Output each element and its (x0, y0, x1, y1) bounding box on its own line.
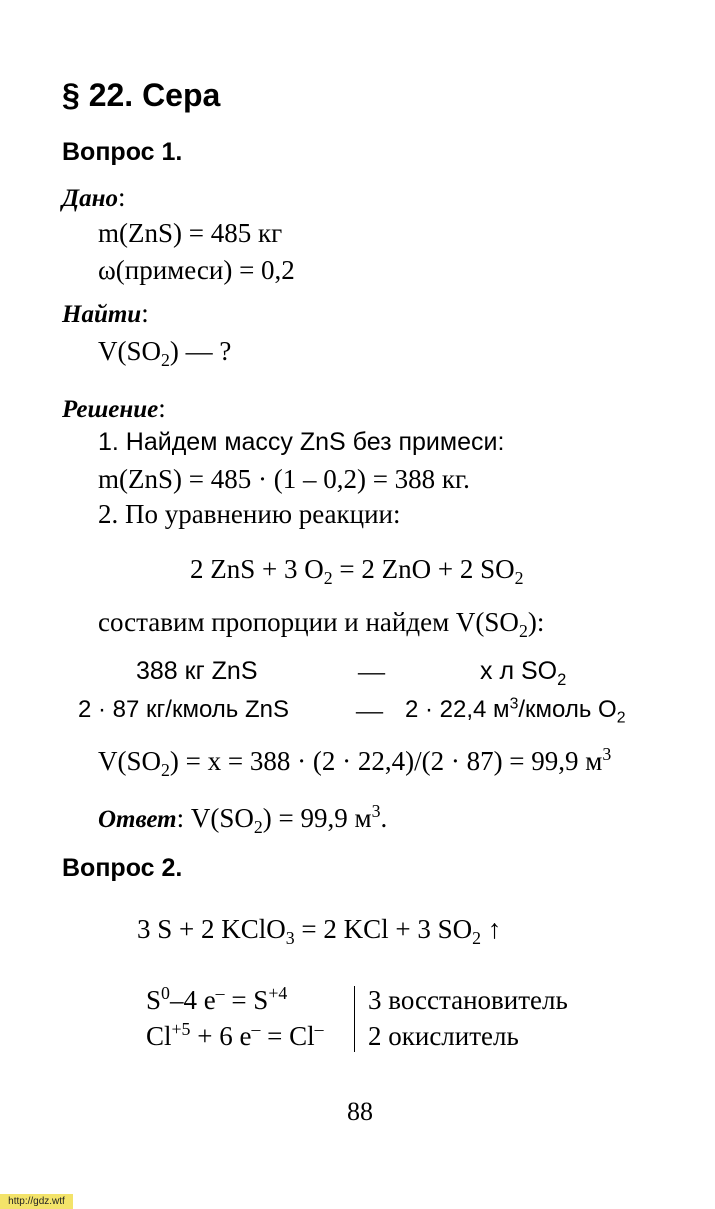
redox-sulfur-role: 3 восстановитель (368, 985, 568, 1015)
proportion-row-1-left: 388 кг ZnS (136, 657, 258, 685)
reaction-equation-2: 3 S + 2 KClO$_3$ = 2 KCl + 3 $SO_2$ ↑ (137, 914, 502, 949)
page-number: 88 (347, 1097, 373, 1126)
redox-chlorine: $Cl^{+5} + 6$ e– = Cl– (146, 1019, 324, 1051)
given-impurity: ω(примеси) = 0,2 (98, 255, 295, 285)
redox-sulfur: $S^0-4$ $e^- = S^{+4}$ (146, 983, 288, 1015)
reaction-equation-1: 2 ZnS + 3 $O_2 = 2$ ZnO + 2 $SO_2$ (190, 554, 524, 589)
find-label: Найти: (62, 298, 149, 328)
step-1-calc: m(ZnS) = 485 · (1 – 0,2) = 388 кг. (98, 464, 470, 494)
page-title: § 22. Сера (62, 77, 221, 113)
solution-label: Решение: (62, 393, 166, 423)
step-2: 2. По уравнению реакции: (98, 499, 401, 529)
electron-balance-divider (354, 986, 355, 1052)
proportion-row-1-right: x л $SO_2$ (480, 657, 567, 689)
step-1: 1. Найдем массу ZnS без примеси: (98, 428, 505, 456)
given-label: Дано: (62, 182, 126, 212)
find-volume: $V(SO_2)$ — ? (98, 336, 232, 371)
volume-calculation: $V(SO_2) = x = 388 \cdot (2 \cdot 22,4)/(2 \cdot 87) = 99,9$ $м^3$ (98, 744, 612, 781)
proportion-row-2-dash: — (356, 695, 383, 725)
redox-chlorine-role: 2 окислитель (368, 1021, 519, 1051)
proportion-intro: составим пропорции и найдем $V(SO_2)$: (98, 607, 545, 642)
proportion-row-1-dash: — (358, 656, 385, 686)
proportion-row-2-right: 2 · 22,4 $м^3$/кмоль $O_2$ (405, 695, 626, 727)
given-mass: m(ZnS) = 485 кг (98, 218, 283, 248)
watermark-link[interactable]: http://gdz.wtf (0, 1194, 73, 1209)
question-1-heading: Вопрос 1. (62, 138, 183, 166)
question-2-heading: Вопрос 2. (62, 854, 183, 882)
answer-line: Ответ: $V(SO_2) = 99,9$ $м^3$. (98, 801, 388, 838)
proportion-row-2-left: 2 · 87 кг/кмоль ZnS (78, 696, 289, 723)
